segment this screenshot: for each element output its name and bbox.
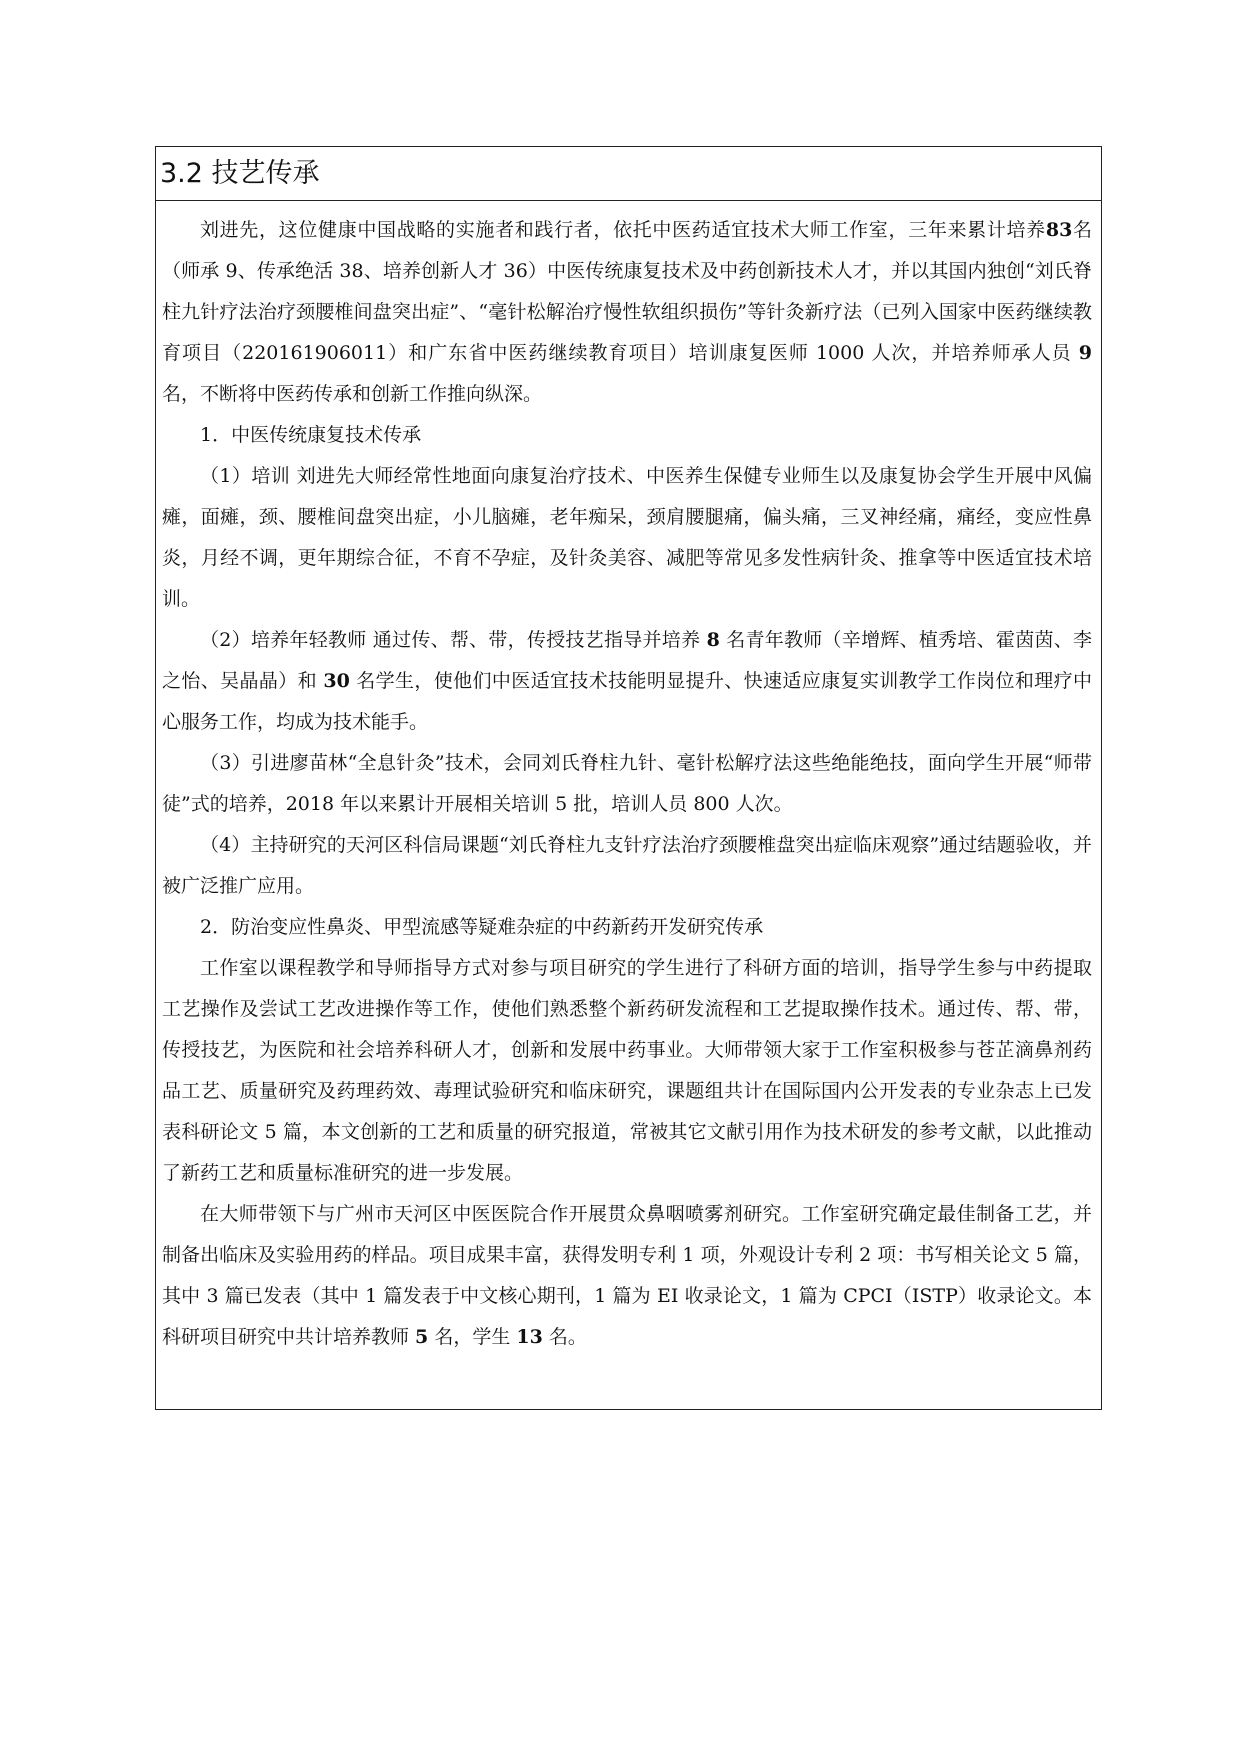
text-segment: 名学生，使他们中医适宜技术技能明显提升、快速适应康复实训教学工作岗位和理疗中心服务工作，均成为技术能手。	[162, 670, 1092, 733]
bold-figure: 8	[706, 629, 720, 651]
text-segment: 名，不断将中医药传承和创新工作推向纵深。	[162, 383, 543, 405]
text-segment: （2）培养年轻教师 通过传、帮、带，传授技艺指导并培养	[200, 629, 707, 651]
text-segment: 1．中医传统康复技术传承	[200, 424, 422, 446]
text-segment: 在大师带领下与广州市天河区中医医院合作开展贯众鼻咽喷雾剂研究。工作室研究确定最佳制备工艺，并制备出临床及实验用药的样品。项目成果丰富，获得发明专利 1 项，外观设计专利 2 项：书写相关论文 5 篇，其中 3 篇已发表（其中 1 篇发表于中文核心期刊，1 篇为 EI 收录论文，1 篇为 CPCI（ISTP）收录论文。本科研项目研究中共计培养教师	[162, 1203, 1092, 1348]
bold-figure: 5	[415, 1326, 429, 1348]
paragraph-item-2	[162, 620, 1092, 743]
bold-figure: 9	[1078, 342, 1092, 364]
section-title: 3.2 技艺传承	[160, 158, 320, 189]
text-segment: 工作室以课程教学和导师指导方式对参与项目研究的学生进行了科研方面的培训，指导学生参与中药提取工艺操作及尝试工艺改进操作等工作，使他们熟悉整个新药研发流程和工艺提取操作技术。通过传、帮、带，传授技艺，为医院和社会培养科研人才，创新和发展中药事业。大师带领大家于工作室积极参与苍芷滴鼻剂药品工艺、质量研究及药理药效、毒理试验研究和临床研究，课题组共计在国际国内公开发表的专业杂志上已发表科研论文 5 篇，本文创新的工艺和质量的研究报道，常被其它文献引用作为技术研发的参考文献，以此推动了新药工艺和质量标准研究的进一步发展。	[162, 957, 1092, 1184]
bold-figure: 13	[516, 1326, 543, 1348]
paragraph-intro	[162, 210, 1092, 415]
text-segment: 2．防治变应性鼻炎、甲型流感等疑难杂症的中药新药开发研究传承	[200, 916, 764, 938]
text-segment: 名（师承 9、传承绝活 38、培养创新人才 36）中医传统康复技术及中药创新技术人才，并以其国内独创“刘氏脊柱九针疗法治疗颈腰椎间盘突出症”、“毫针松解治疗慢性软组织损伤”等针灸新疗法（已列入国家中医药继续教育项目（220161906011）和广东省中医药继续教育项目）培训康复医师 1000 人次，并培养师承人员	[162, 219, 1092, 364]
section-header-row	[156, 147, 1101, 201]
bold-figure: 83	[1045, 219, 1073, 241]
content-table	[155, 146, 1102, 1410]
paragraph-research-1	[162, 948, 1092, 1194]
section-body	[156, 201, 1092, 1358]
text-segment: 名青年教师（辛增辉、植秀培、霍茵茵、李之怡、吴晶晶）和	[162, 629, 1093, 692]
paragraph-item-3	[162, 743, 1092, 825]
text-segment: （4）主持研究的天河区科信局课题“刘氏脊柱九支针疗法治疗颈腰椎盘突出症临床观察”通过结题验收，并被广泛推广应用。	[162, 834, 1092, 897]
paragraph-item-4	[162, 825, 1092, 907]
paragraph-heading-1	[162, 415, 1092, 456]
paragraph-research-2	[162, 1194, 1092, 1358]
text-segment: （1）培训 刘进先大师经常性地面向康复治疗技术、中医养生保健专业师生以及康复协会学生开展中风偏瘫，面瘫，颈、腰椎间盘突出症，小儿脑瘫，老年痴呆，颈肩腰腿痛，偏头痛，三叉神经痛，痛经，变应性鼻炎，月经不调，更年期综合征，不育不孕症，及针灸美容、减肥等常见多发性病针灸、推拿等中医适宜技术培训。	[162, 465, 1092, 610]
text-segment: 名。	[542, 1326, 587, 1348]
text-segment: 刘进先，这位健康中国战略的实施者和践行者，依托中医药适宜技术大师工作室，三年来累计培养	[200, 219, 1046, 241]
bold-figure: 30	[323, 670, 350, 692]
text-segment: （3）引进廖苗林“全息针灸”技术，会同刘氏脊柱九针、毫针松解疗法这些绝能绝技，面向学生开展“师带徒”式的培养，2018 年以来累计开展相关培训 5 批，培训人员 800 人次。	[162, 752, 1092, 815]
text-segment: 名，学生	[428, 1326, 517, 1348]
paragraph-heading-2	[162, 907, 1092, 948]
paragraph-item-1	[162, 456, 1092, 620]
